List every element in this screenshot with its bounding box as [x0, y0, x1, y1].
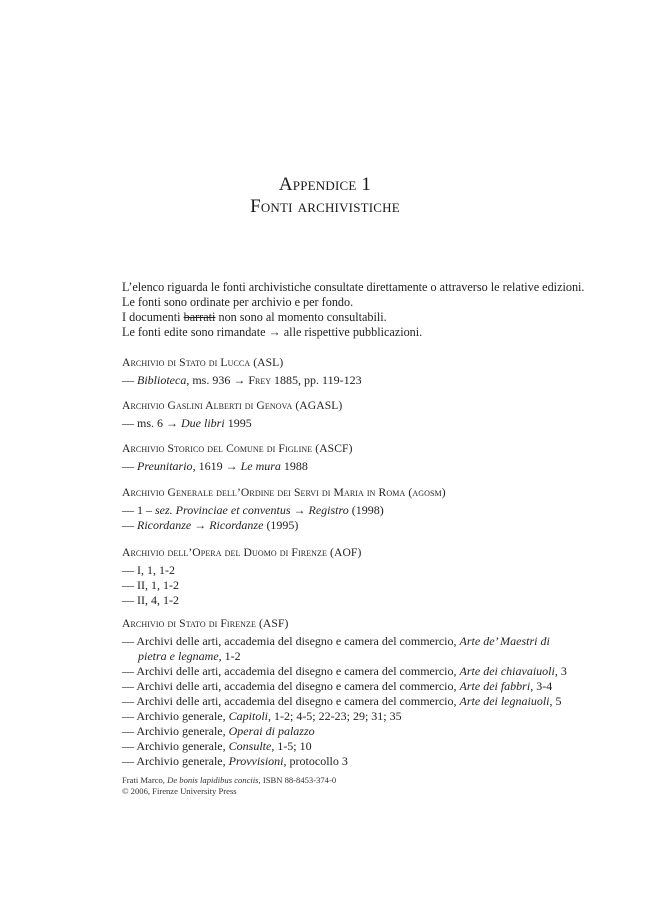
- source-entry: — Archivio generale, Provvisioni, protocollo 3: [122, 754, 348, 768]
- archive-heading: Archivio Generale dell’Ordine dei Servi di Maria in Roma (agosm): [122, 486, 446, 499]
- copyright-line: © 2006, Firenze University Press: [122, 786, 237, 796]
- source-entry: — Preunitario, 1619 → Le mura 1988: [122, 459, 308, 473]
- intro-text: I documenti: [122, 310, 184, 324]
- citation-line: Frati Marco, De bonis lapidibus conciis, ISBN 88-8453-374-0: [122, 775, 337, 785]
- archive-section-asf: [122, 616, 567, 769]
- archive-heading: Archivio di Stato di Firenze (ASF): [122, 617, 289, 630]
- archive-heading: Archivio Storico del Comune di Figline (ASCF): [122, 442, 353, 455]
- source-entry: — Ricordanze → Ricordanze (1995): [122, 518, 299, 532]
- archive-heading: Archivio Gaslini Alberti di Genova (AGASL): [122, 399, 343, 412]
- strikethrough-example: barrati: [183, 310, 216, 324]
- intro-text: non sono al momento consultabili.: [215, 310, 387, 324]
- intro-line: Le fonti edite sono rimandate → alle rispettive pubblicazioni.: [122, 325, 423, 339]
- archive-section-asl: [122, 355, 562, 388]
- source-entry: — ms. 6 → Due libri 1995: [122, 416, 252, 430]
- intro-line: Le fonti sono ordinate per archivio e per fondo.: [122, 295, 354, 309]
- archive-section-agasl: [122, 398, 562, 431]
- archive-section-aof: [122, 545, 562, 608]
- intro-line: L’elenco riguarda le fonti archivistiche consultate direttamente o attraverso le relative edizioni.: [122, 280, 585, 294]
- source-entry: — 1 – sez. Provinciae et conventus → Registro (1998): [122, 503, 384, 517]
- source-entry: — Archivio generale, Operai di palazzo: [122, 724, 315, 738]
- source-entry: — I, 1, 1-2: [122, 563, 175, 577]
- appendix-title: Appendice 1: [278, 174, 372, 195]
- source-entry: — Archivi delle arti, accademia del disegno e camera del commercio, Arte dei legnaiuoli, 5: [122, 694, 562, 708]
- archive-section-ascf: [122, 441, 562, 474]
- intro-line: [122, 310, 552, 325]
- source-entry: — Archivio generale, Consulte, 1-5; 10: [122, 739, 312, 753]
- source-entry: — Archivi delle arti, accademia del disegno e camera del commercio, Arte de’ Maestri di pietra e legname, 1-2: [122, 634, 550, 663]
- publication-footer: [122, 775, 336, 797]
- source-entry: — Biblioteca, ms. 936 → Frey 1885, pp. 119-123: [122, 373, 362, 387]
- source-entry: — II, 1, 1-2: [122, 578, 179, 592]
- source-entry: — II, 4, 1-2: [122, 593, 179, 607]
- archive-heading: Archivio dell’Opera del Duomo di Firenze (AOF): [122, 546, 362, 559]
- archive-section-agosm: [122, 485, 562, 533]
- source-entry: — Archivi delle arti, accademia del disegno e camera del commercio, Arte dei chiavaiuoli, 3: [122, 664, 567, 678]
- source-entry: — Archivi delle arti, accademia del disegno e camera del commercio, Arte dei fabbri, 3-4: [122, 679, 553, 693]
- intro-paragraph: [122, 280, 585, 340]
- archive-heading: Archivio di Stato di Lucca (ASL): [122, 356, 284, 369]
- appendix-subtitle: Fonti archivistiche: [250, 196, 400, 217]
- source-entry: — Archivio generale, Capitoli, 1-2; 4-5; 22-23; 29; 31; 35: [122, 709, 402, 723]
